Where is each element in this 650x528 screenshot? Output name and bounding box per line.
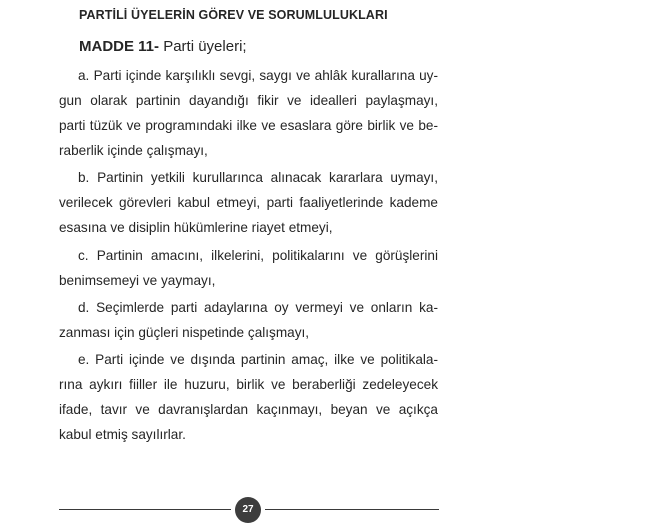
clause-line: raberlik içinde çalışmayı, — [59, 143, 208, 158]
clause-line: b. Partinin yetkili kurullarınca alınacak kararlara uymayı, — [78, 170, 438, 185]
clause-line: rına aykırı fiiller ile huzuru, birlik ve beraberliği zedeleyecek — [59, 377, 438, 392]
section-heading: PARTİLİ ÜYELERİN GÖREV VE SORUMLULUKLARI — [79, 8, 388, 22]
clause-d — [59, 295, 438, 345]
clause-line: parti tüzük ve programındaki ilke ve esaslara göre birlik ve be- — [59, 118, 438, 133]
clause-e — [59, 347, 438, 447]
clause-line: c. Partinin amacını, ilkelerini, politikalarını ve görüşlerini — [78, 248, 438, 263]
clause-line: zanması için güçleri nispetinde çalışmayı, — [59, 325, 310, 340]
clause-c — [59, 243, 438, 293]
clause-line: a. Parti içinde karşılıklı sevgi, saygı ve ahlâk kurallarına uy- — [78, 68, 438, 83]
footer-rule-left — [59, 509, 231, 510]
clause-b — [59, 165, 438, 240]
clause-a — [59, 63, 438, 163]
footer-rule-right — [265, 509, 439, 510]
article-number: MADDE 11- — [79, 38, 160, 55]
article-title: Parti üyeleri; — [163, 38, 247, 55]
clause-line: verilecek görevleri kabul etmeyi, parti faaliyetlerinde kademe — [59, 195, 438, 210]
clause-line: esasına ve disiplin hükümlerine riayet etmeyi, — [59, 220, 333, 235]
page-number-badge: 27 — [235, 497, 261, 523]
clause-line: e. Parti içinde ve dışında partinin amaç, ilke ve politikala- — [78, 352, 438, 367]
clause-line: gun olarak partinin dayandığı fikir ve idealleri paylaşmayı, — [59, 93, 438, 108]
clause-line: benimsemeyi ve yaymayı, — [59, 273, 216, 288]
clause-line: ifade, tavır ve davranışlardan kaçınmayı, beyan ve açıkça — [59, 402, 438, 417]
article-heading — [79, 38, 247, 55]
clause-line: kabul etmiş sayılırlar. — [59, 427, 186, 442]
clause-line: d. Seçimlerde parti adaylarına oy vermeyi ve onların ka- — [78, 300, 438, 315]
